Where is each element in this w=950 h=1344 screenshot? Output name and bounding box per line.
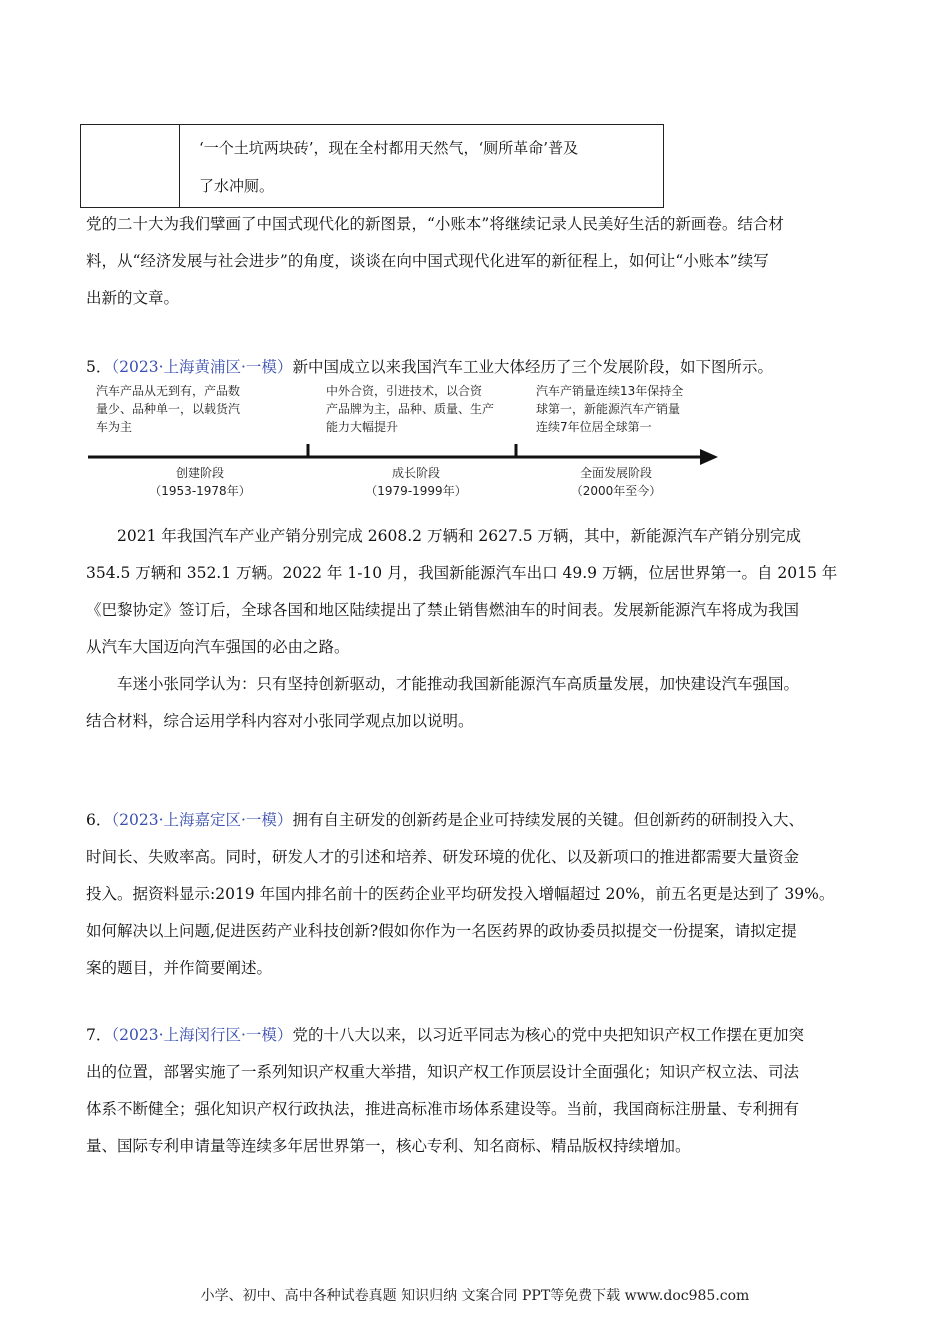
q7 [86,1017,876,1165]
table-cell-line: ‘一个土坑两块砖’，现在全村都用天然气，‘厕所革命’普及 [199,139,579,157]
stage-desc-line: 能力大幅提升 [326,420,399,434]
paragraph-line: 车迷小张同学认为：只有坚持创新驱动，才能推动我国新能源汽车高质量发展，加快建设汽车强国。 [117,675,800,693]
stage-name: 创建阶段 [175,466,224,480]
question-number: 6． [86,811,112,829]
paragraph-line: 从汽车大国迈向汽车强国的必由之路。 [86,638,350,656]
stage-2-description [326,382,494,436]
paragraph-line: 出新的文章。 [86,289,180,307]
paragraph-line: 如何解决以上问题,促进医药产业科技创新?假如你作为一名医药界的政协委员拟提交一份提案，请拟定提 [86,922,797,940]
stage-desc-line: 车为主 [96,420,133,434]
stage-desc-line: 中外合资，引进技术，以合资 [326,384,483,398]
paragraph-line: 量、国际专利申请量等连续多年居世界第一，核心专利、知名商标、精品版权持续增加。 [86,1137,691,1155]
question-source: （2023·上海闵行区·一模） [111,1026,293,1044]
paragraph-line: 2021 年我国汽车产业产销分别完成 2608.2 万辆和 2627.5 万辆，其中，新能源汽车产销分别完成 [117,527,802,545]
question-intro: 新中国成立以来我国汽车工业大体经历了三个发展阶段，如下图所示。 [292,358,773,376]
question-text: 党的十八大以来，以习近平同志为核心的党中央把知识产权工作摆在更加突 [292,1026,804,1044]
stage-desc-line: 汽车产销量连续13年保持全 [536,384,684,398]
q5-material [86,518,876,740]
stage-desc-line: 产品牌为主，品种、质量、生产 [326,402,495,416]
paragraph-line: 案的题目，并作简要阐述。 [86,959,273,977]
timeline-arrowhead [700,449,718,465]
q5-heading [86,349,876,386]
stage-name: 全面发展阶段 [579,466,652,480]
paragraph-line: 《巴黎协定》签订后，全球各国和地区陆续提出了禁止销售燃油车的时间表。发展新能源汽车将成为我国 [86,601,800,619]
stage-3-description [536,382,683,436]
stage-period: （1953-1978年） [149,484,251,498]
stage-period: （1979-1999年） [365,484,467,498]
question-text: 拥有自主研发的创新药是企业可持续发展的关键。但创新药的研制投入大、 [292,811,804,829]
paragraph-line: 结合材料，综合运用学科内容对小张同学观点加以说明。 [86,712,474,730]
car-industry-timeline [86,382,726,502]
paragraph-line: 党的二十大为我们擘画了中国式现代化的新图景，“小账本”将继续记录人民美好生活的新画卷。结合材 [86,215,784,233]
stage-1-description [96,382,240,436]
q4-continuation [86,206,876,317]
stage-2-label [316,464,516,500]
stage-desc-line: 汽车产品从无到有，产品数 [96,384,241,398]
paragraph-line: 时间长、失败率高。同时，研发人才的引述和培养、研发环境的优化、以及新项口的推进都需要大量资金 [86,848,800,866]
paragraph-line: 料，从“经济发展与社会进步”的角度，谈谈在向中国式现代化进军的新征程上，如何让“小账本”续写 [86,252,769,270]
table-cell-empty [81,125,180,207]
q6 [86,802,876,987]
page-footer: 小学、初中、高中各种试卷真题 知识归纳 文案合同 PPT等免费下载 www.doc985.com [200,1288,750,1304]
paragraph-line: 354.5 万辆和 352.1 万辆。2022 年 1-10 月，我国新能源汽车出口 49.9 万辆，位居世界第一。自 2015 年 [86,564,838,582]
stage-desc-line: 量少、品种单一，以载货汽 [96,402,241,416]
table-cell-line: 了水冲厕。 [199,177,275,195]
stage-1-label [100,464,300,500]
stage-period: （2000年至今） [570,484,662,498]
paragraph-line: 出的位置，部署实施了一系列知识产权重大举措，知识产权工作顶层设计全面强化；知识产权立法、司法 [86,1063,800,1081]
stage-desc-line: 连续7年位居全球第一 [536,420,652,434]
question-number: 5． [86,358,112,376]
stage-3-label [516,464,716,500]
paragraph-line: 投入。据资料显示:2019 年国内排名前十的医药企业平均研发投入增幅超过 20%，前五名更是达到了 39%。 [86,885,835,903]
table-cell-text [199,129,659,205]
question-number: 7． [86,1026,112,1044]
stage-desc-line: 球第一，新能源汽车产销量 [536,402,681,416]
table-fragment [80,124,664,208]
paragraph-line: 体系不断健全；强化知识产权行政执法，推进高标准市场体系建设等。当前，我国商标注册量、专利拥有 [86,1100,800,1118]
question-source: （2023·上海黄浦区·一模） [111,358,293,376]
stage-name: 成长阶段 [391,466,440,480]
question-source: （2023·上海嘉定区·一模） [111,811,293,829]
